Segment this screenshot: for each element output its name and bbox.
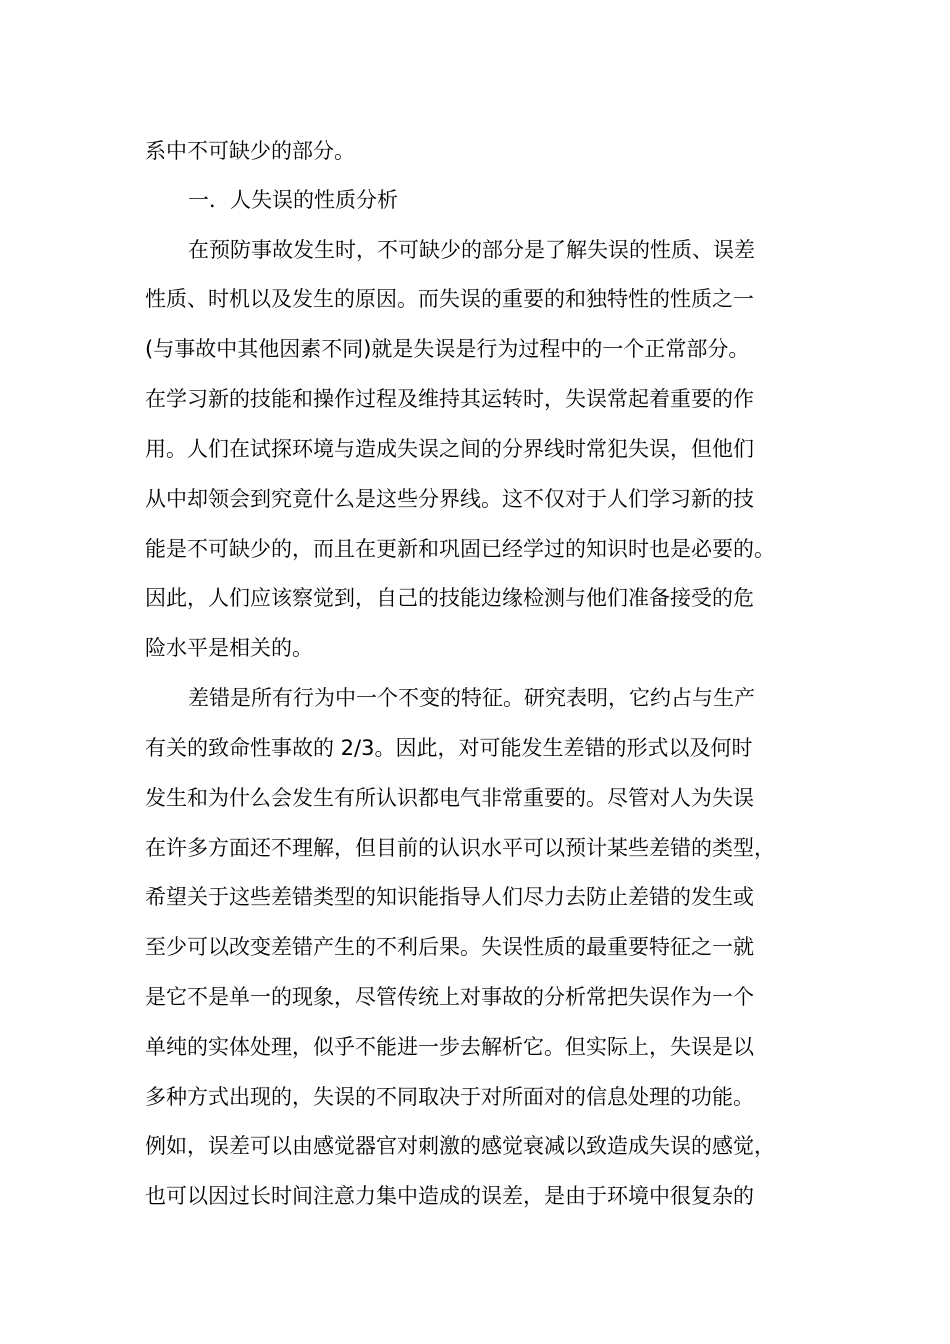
text-line: 从中却领会到究竟什么是这些分界线。这不仅对于人们学习新的技	[145, 487, 754, 511]
text-line: 例如，误差可以由感觉器官对刺激的感觉衰减以致造成失误的感觉，	[145, 1134, 775, 1158]
text-line: 在许多方面还不理解，但目前的认识水平可以预计某些差错的类型，	[145, 836, 775, 860]
section-heading: 一．人失误的性质分析	[188, 188, 398, 212]
paragraph-first-line: 在预防事故发生时，不可缺少的部分是了解失误的性质、误差	[188, 238, 755, 262]
text-line: 至少可以改变差错产生的不利后果。失误性质的最重要特征之一就	[145, 935, 754, 959]
text-line: 在学习新的技能和操作过程及维持其运转时，失误常起着重要的作	[145, 387, 754, 411]
text-line: 险水平是相关的。	[145, 636, 313, 660]
text-line: 有关的致命性事故的 2/3。因此，对可能发生差错的形式以及何时	[145, 736, 753, 760]
text-line: 用。人们在试探环境与造成失误之间的分界线时常犯失误，但他们	[145, 437, 754, 461]
text-line: 性质、时机以及发生的原因。而失误的重要的和独特性的性质之一	[145, 287, 754, 311]
text-line: 因此，人们应该察觉到，自己的技能边缘检测与他们准备接受的危	[145, 586, 754, 610]
text-line: 能是不可缺少的，而且在更新和巩固已经学过的知识时也是必要的。	[145, 537, 775, 561]
text-line: 多种方式出现的，失误的不同取决于对所面对的信息处理的功能。	[145, 1085, 754, 1109]
paragraph-first-line: 差错是所有行为中一个不变的特征。研究表明，它约占与生产	[188, 686, 755, 710]
text-line: (与事故中其他因素不同)就是失误是行为过程中的一个正常部分。	[145, 337, 750, 361]
text-line: 系中不可缺少的部分。	[145, 139, 355, 163]
text-line: 是它不是单一的现象，尽管传统上对事故的分析常把失误作为一个	[145, 985, 754, 1009]
text-line: 希望关于这些差错类型的知识能指导人们尽力去防止差错的发生或	[145, 885, 754, 909]
text-line: 单纯的实体处理，似乎不能进一步去解析它。但实际上，失误是以	[145, 1035, 754, 1059]
text-line: 发生和为什么会发生有所认识都电气非常重要的。尽管对人为失误	[145, 786, 754, 810]
text-line: 也可以因过长时间注意力集中造成的误差，是由于环境中很复杂的	[145, 1184, 754, 1208]
